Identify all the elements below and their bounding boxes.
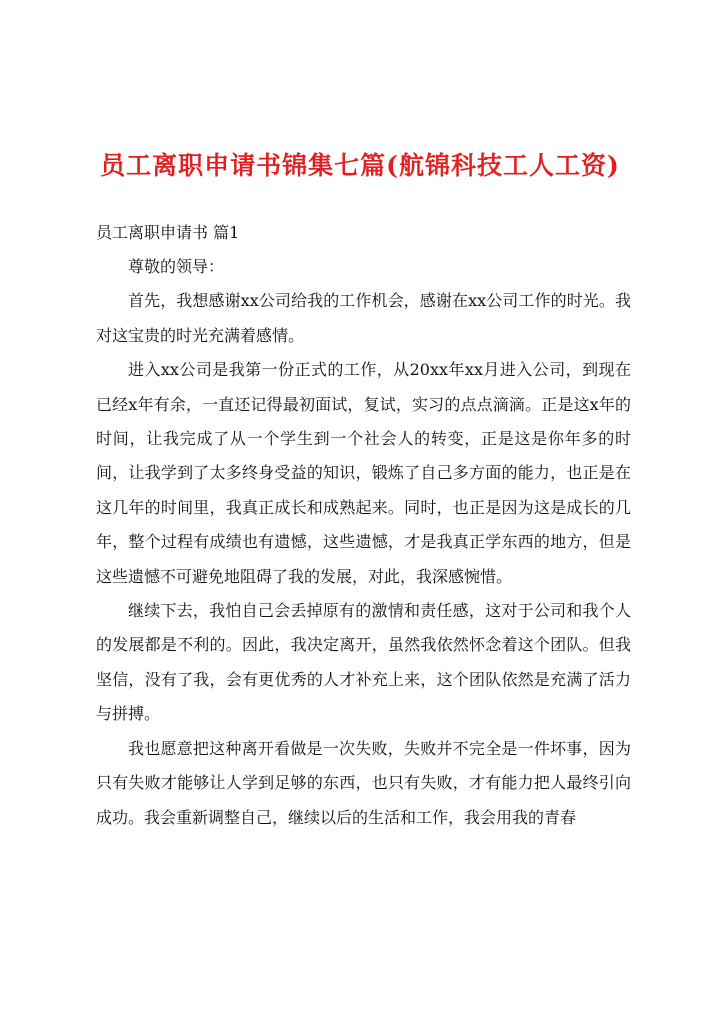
paragraph: 首先，我想感谢xx公司给我的工作机会，感谢在xx公司工作的时光。我对这宝贵的时光充满着感情。 bbox=[96, 291, 631, 345]
document-title: 员工离职申请书锦集七篇(航锦科技工人工资) bbox=[100, 151, 620, 180]
section-heading: 员工离职申请书 篇1 bbox=[96, 223, 240, 242]
paragraph: 进入xx公司是我第一份正式的工作，从20xx年xx月进入公司，到现在已经x年有余，一直还记得最初面试，复试，实习的点点滴滴。正是这x年的时间，让我完成了从一个学生到一个社会人的转变，正是这是你年多的时间，让我学到了太多终身受益的知识，锻炼了自己多方面的能力，也正是在这几年的时间里，我真正成长和成熟起来。同时，也正是因为这是成长的几年，整个过程有成绩也有遗憾，这些遗憾，才是我真正学东西的地方，但是这些遗憾不可避免地阻碍了我的发展，对此，我深感惋惜。 bbox=[96, 360, 631, 586]
paragraph: 继续下去，我怕自己会丢掉原有的激情和责任感，这对于公司和我个人的发展都是不利的。因此，我决定离开，虽然我依然怀念着这个团队。但我坚信，没有了我，会有更优秀的人才补充上来，这个团队依然是充满了活力与拼搏。 bbox=[96, 601, 631, 724]
document-body bbox=[96, 216, 631, 835]
salutation: 尊敬的领导： bbox=[128, 257, 225, 276]
paragraph: 我也愿意把这种离开看做是一次失败，失败并不完全是一件坏事，因为只有失败才能够让人学到足够的东西，也只有失败，才有能力把人最终引向成功。我会重新调整自己，继续以后的生活和工作，我会用我的青春 bbox=[96, 738, 631, 827]
